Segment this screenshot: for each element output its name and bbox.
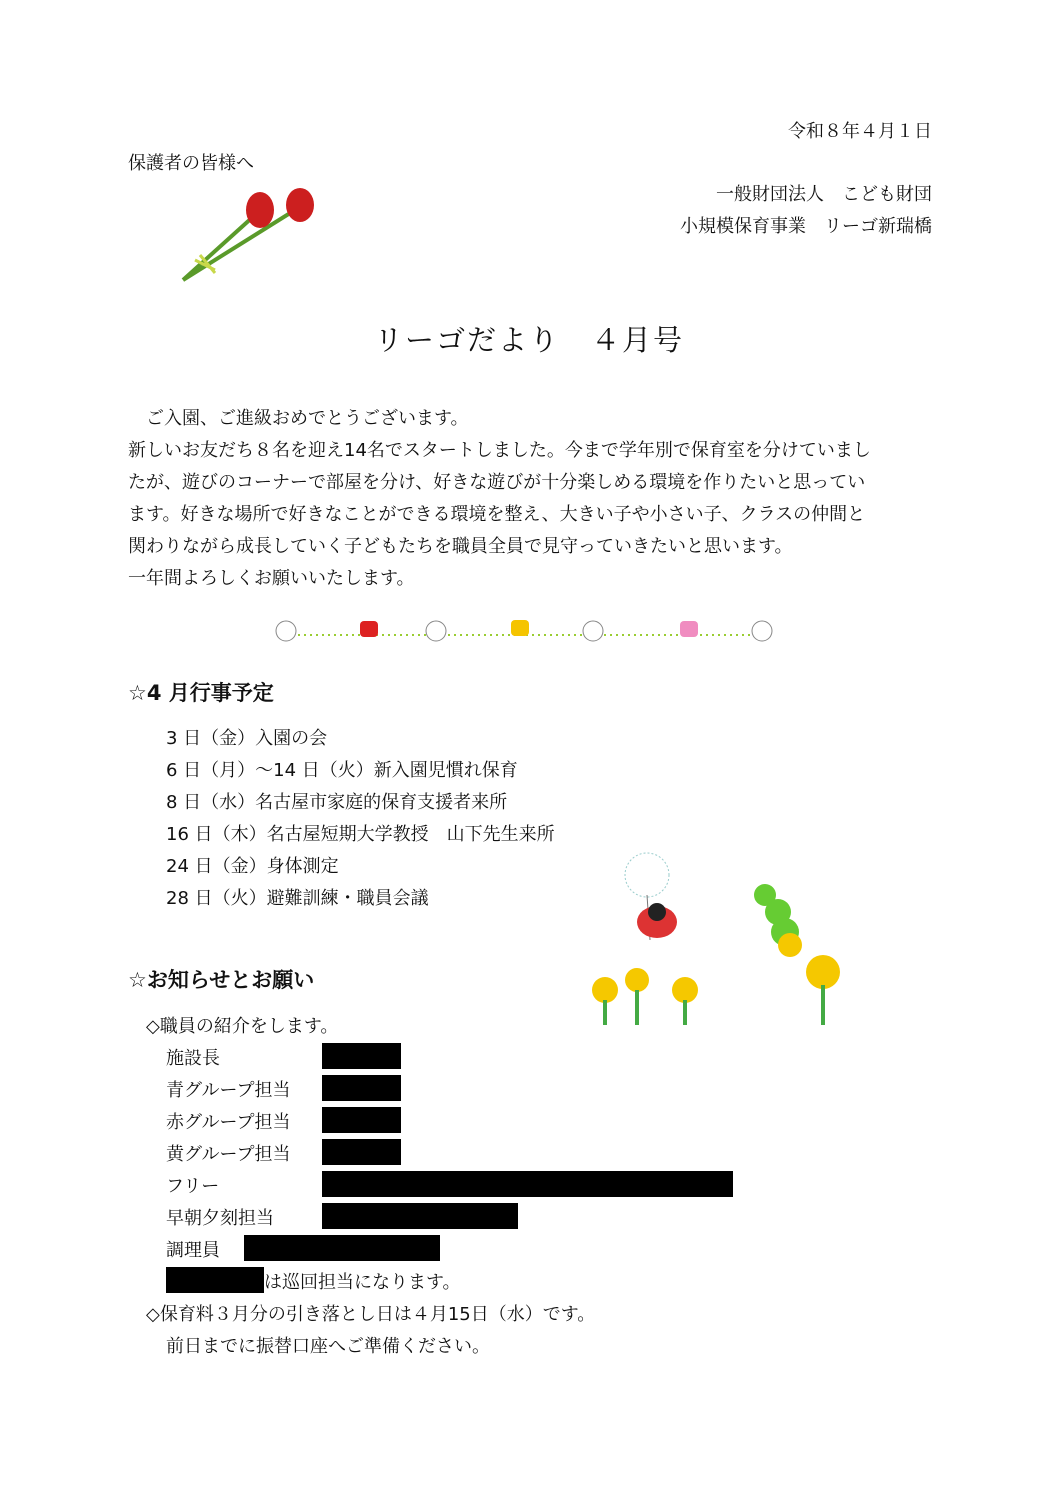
issue-date: 令和８年４月１日 — [788, 121, 932, 142]
event-item: 16 日（木）名古屋短期大学教授 山下先生来所 — [166, 824, 555, 845]
staff-role: 早朝夕刻担当 — [166, 1208, 274, 1229]
body-line: 一年間よろしくお願いいたします。 — [128, 568, 415, 589]
org-line-1: 一般財団法人 こども財団 — [716, 184, 932, 205]
redacted-name — [166, 1267, 264, 1293]
event-item: 28 日（火）避難訓練・職員会議 — [166, 888, 429, 909]
redacted-name — [322, 1107, 401, 1133]
redacted-name — [322, 1075, 401, 1101]
redacted-name — [322, 1203, 518, 1229]
recipient: 保護者の皆様へ — [128, 153, 254, 174]
staff-role: 青グループ担当 — [166, 1080, 291, 1101]
redacted-name — [322, 1171, 733, 1197]
staff-intro: ◇職員の紹介をします。 — [146, 1016, 339, 1037]
staff-role: 赤グループ担当 — [166, 1112, 291, 1133]
redacted-name — [244, 1235, 440, 1261]
rotation-note: は巡回担当になります。 — [264, 1272, 461, 1293]
body-line: 新しいお友だち８名を迎え14名でスタートしました。今まで学年別で保育室を分けていまし — [128, 440, 871, 461]
body-line: ご入園、ご進級おめでとうございます。 — [128, 408, 469, 429]
event-item: 3 日（金）入園の会 — [166, 728, 328, 749]
redacted-name — [322, 1139, 401, 1165]
body-line: 関わりながら成長していく子どもたちを職員全員で見守っていきたいと思います。 — [128, 536, 793, 557]
staff-role: 施設長 — [166, 1048, 220, 1069]
event-item: 6 日（月）～14 日（火）新入園児慣れ保育 — [166, 760, 518, 781]
decorative-border — [268, 615, 783, 647]
org-line-2: 小規模保育事業 リーゴ新瑞橋 — [680, 216, 932, 237]
staff-role: 調理員 — [166, 1240, 220, 1261]
staff-role: 黄グループ担当 — [166, 1144, 291, 1165]
newsletter-title: リーゴだより ４月号 — [373, 323, 684, 357]
staff-role: フリー — [166, 1176, 220, 1197]
event-item: 8 日（水）名古屋市家庭的保育支援者来所 — [166, 792, 508, 813]
body-line: たが、遊びのコーナーで部屋を分け、好きな遊びが十分楽しめる環境を作りたいと思ってい — [128, 472, 866, 493]
tulip-illustration — [175, 185, 325, 290]
fee-notice: ◇保育料３月分の引き落とし日は４月15日（水）です。 — [146, 1304, 596, 1325]
spring-illustration — [585, 850, 855, 1030]
redacted-name — [322, 1043, 401, 1069]
event-item: 24 日（金）身体測定 — [166, 856, 339, 877]
body-line: ます。好きな場所で好きなことができる環境を整え、大きい子や小さい子、クラスの仲間と — [128, 504, 866, 525]
events-heading: ☆4 月行事予定 — [128, 681, 274, 705]
notices-heading: ☆お知らせとお願い — [128, 968, 315, 992]
fee-note: 前日までに振替口座へご準備ください。 — [166, 1336, 490, 1357]
